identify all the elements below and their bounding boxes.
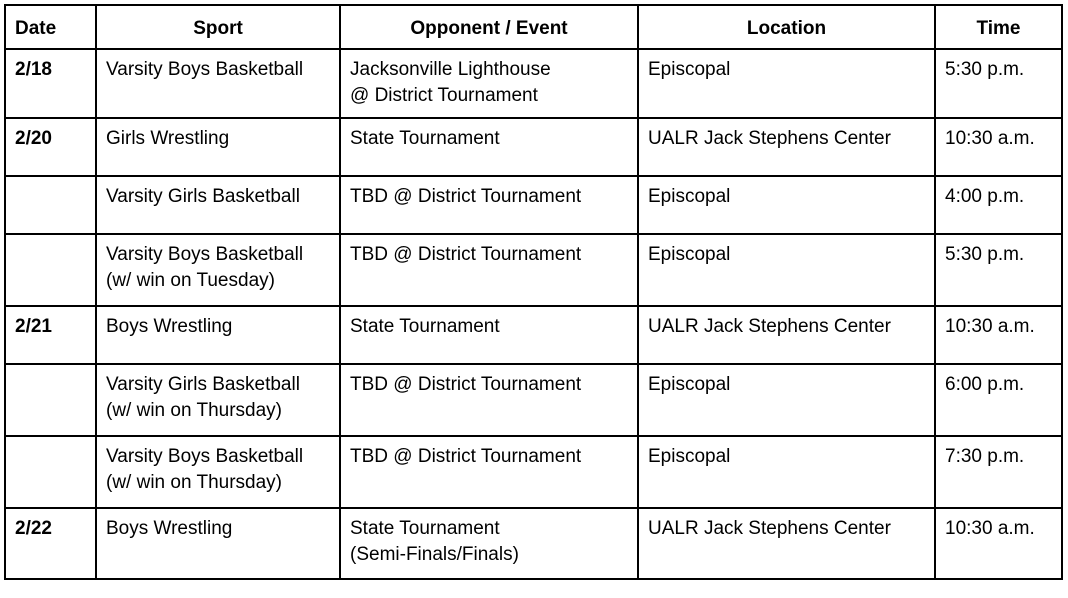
- time-cell: 10:30 a.m.: [935, 508, 1062, 579]
- sport-cell: [96, 364, 340, 436]
- location-cell: Episcopal: [638, 49, 935, 118]
- header-date: Date: [5, 5, 96, 49]
- sport-line: Varsity Girls Basketball: [106, 374, 300, 395]
- sport-cell: [96, 176, 340, 234]
- event-line: Jacksonville Lighthouse: [350, 59, 551, 80]
- event-line: State Tournament: [350, 518, 500, 539]
- sport-cell: [96, 436, 340, 508]
- header-event: Opponent / Event: [340, 5, 638, 49]
- sport-cell: [96, 118, 340, 176]
- time-cell: 7:30 p.m.: [935, 436, 1062, 508]
- event-cell: [340, 49, 638, 118]
- table-row: [5, 176, 1062, 234]
- event-line: TBD @ District Tournament: [350, 186, 582, 207]
- date-cell: 2/18: [5, 49, 96, 118]
- table-row: [5, 234, 1062, 306]
- table-row: [5, 436, 1062, 508]
- event-line: State Tournament: [350, 128, 500, 149]
- sport-line: (w/ win on Thursday): [106, 472, 282, 493]
- sport-line: Varsity Girls Basketball: [106, 186, 300, 207]
- event-line: State Tournament: [350, 316, 500, 337]
- sport-cell: [96, 234, 340, 306]
- event-line: TBD @ District Tournament: [350, 446, 582, 467]
- date-cell: [5, 364, 96, 436]
- event-line: TBD @ District Tournament: [350, 244, 582, 265]
- date-cell: [5, 176, 96, 234]
- location-cell: Episcopal: [638, 364, 935, 436]
- date-cell: [5, 234, 96, 306]
- header-time: Time: [935, 5, 1062, 49]
- sport-cell: [96, 508, 340, 579]
- time-cell: 10:30 a.m.: [935, 306, 1062, 364]
- sport-line: (w/ win on Thursday): [106, 400, 282, 421]
- sport-cell: [96, 306, 340, 364]
- table-row: [5, 508, 1062, 579]
- sport-line: Boys Wrestling: [106, 518, 233, 539]
- header-location: Location: [638, 5, 935, 49]
- event-cell: [340, 364, 638, 436]
- sport-line: Varsity Boys Basketball: [106, 446, 304, 467]
- location-cell: Episcopal: [638, 234, 935, 306]
- event-line: (Semi-Finals/Finals): [350, 544, 519, 565]
- time-cell: 5:30 p.m.: [935, 49, 1062, 118]
- date-cell: [5, 436, 96, 508]
- date-cell: 2/21: [5, 306, 96, 364]
- sport-line: (w/ win on Tuesday): [106, 270, 275, 291]
- location-cell: UALR Jack Stephens Center: [638, 118, 935, 176]
- event-cell: [340, 508, 638, 579]
- event-line: @ District Tournament: [350, 85, 538, 106]
- table-row: [5, 306, 1062, 364]
- event-cell: [340, 176, 638, 234]
- time-cell: 10:30 a.m.: [935, 118, 1062, 176]
- table-row: [5, 118, 1062, 176]
- event-cell: [340, 436, 638, 508]
- sport-line: Varsity Boys Basketball: [106, 244, 304, 265]
- sport-line: Boys Wrestling: [106, 316, 233, 337]
- event-cell: [340, 118, 638, 176]
- sport-cell: [96, 49, 340, 118]
- time-cell: 6:00 p.m.: [935, 364, 1062, 436]
- table-row: [5, 49, 1062, 118]
- table-row: [5, 364, 1062, 436]
- event-line: TBD @ District Tournament: [350, 374, 582, 395]
- header-row: [5, 5, 1062, 49]
- sport-line: Varsity Boys Basketball: [106, 59, 304, 80]
- location-cell: UALR Jack Stephens Center: [638, 306, 935, 364]
- location-cell: Episcopal: [638, 436, 935, 508]
- header-sport: Sport: [96, 5, 340, 49]
- time-cell: 5:30 p.m.: [935, 234, 1062, 306]
- schedule-table: [4, 4, 1063, 580]
- event-cell: [340, 306, 638, 364]
- date-cell: 2/20: [5, 118, 96, 176]
- time-cell: 4:00 p.m.: [935, 176, 1062, 234]
- date-cell: 2/22: [5, 508, 96, 579]
- location-cell: Episcopal: [638, 176, 935, 234]
- sport-line: Girls Wrestling: [106, 128, 230, 149]
- location-cell: UALR Jack Stephens Center: [638, 508, 935, 579]
- event-cell: [340, 234, 638, 306]
